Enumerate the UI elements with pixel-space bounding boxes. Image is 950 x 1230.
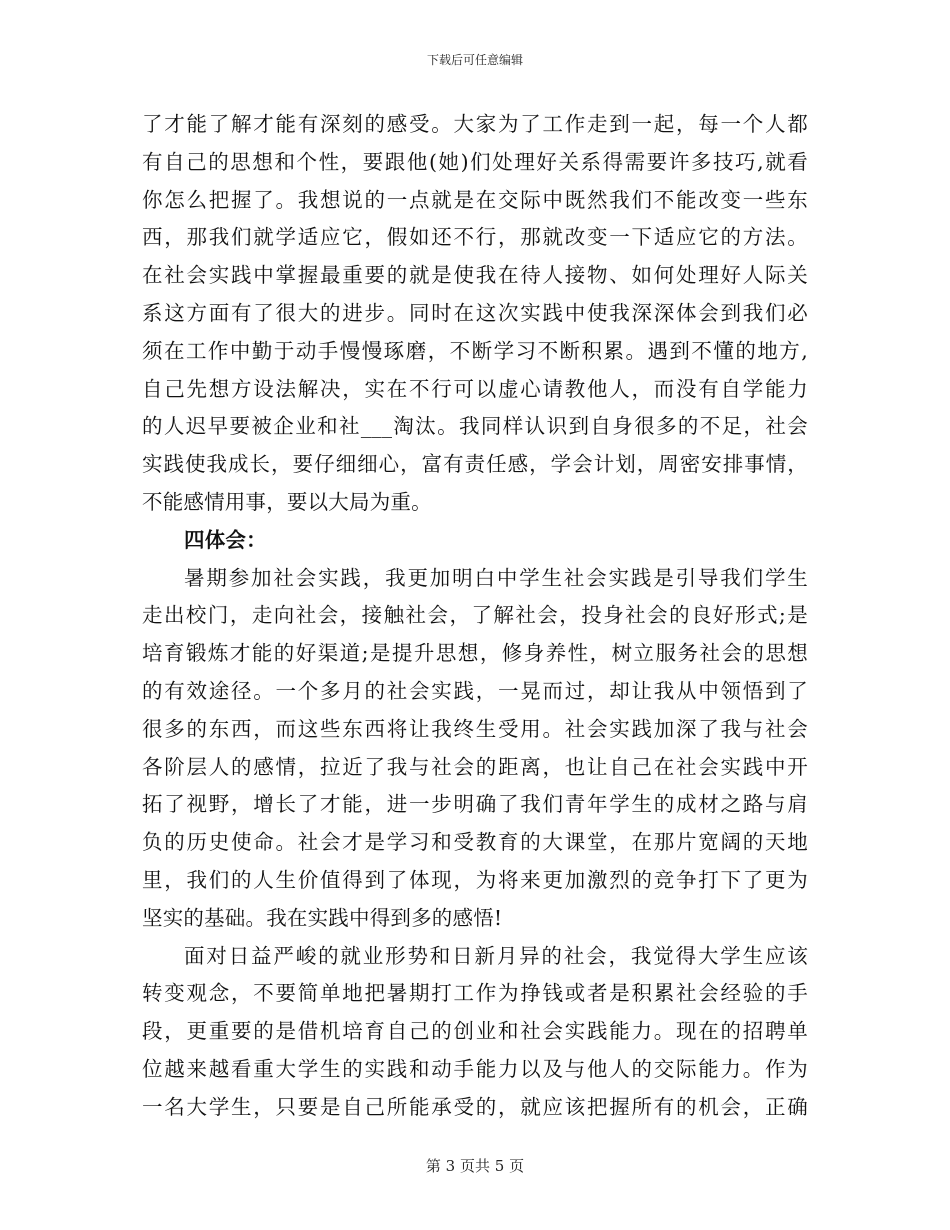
text-line: 里，我们的人生价值得到了体现，为将来更加激烈的竞争打下了更为 [142, 867, 808, 892]
text-line: 有自己的思想和个性，要跟他(她)们处理好关系得需要许多技巧,就看 [142, 149, 808, 174]
text-line: 的有效途径。一个多月的社会实践，一晃而过，却让我从中领悟到了 [142, 678, 808, 703]
text-line: 一名大学生，只要是自己所能承受的，就应该把握所有的机会，正确 [142, 1094, 808, 1119]
document-body [142, 106, 808, 1127]
text-line: 的人迟早要被企业和社___淘汰。我同样认识到自身很多的不足，社会 [142, 414, 808, 439]
text-line: 位越来越看重大学生的实践和动手能力以及与他人的交际能力。作为 [142, 1056, 808, 1081]
text-line: 很多的东西，而这些东西将让我终生受用。社会实践加深了我与社会 [142, 716, 808, 741]
text-line: 拓了视野，增长了才能，进一步明确了我们青年学生的成材之路与肩 [142, 792, 808, 817]
text-line: 各阶层人的感情，拉近了我与社会的距离，也让自己在社会实践中开 [142, 754, 808, 779]
text-line: 你怎么把握了。我想说的一点就是在交际中既然我们不能改变一些东 [142, 187, 808, 212]
text-line: 不能感情用事，要以大局为重。 [142, 489, 432, 514]
text-line: 了才能了解才能有深刻的感受。大家为了工作走到一起，每一个人都 [142, 112, 808, 136]
text-line: 转变观念，不要简单地把暑期打工作为挣钱或者是积累社会经验的手 [142, 981, 808, 1006]
text-line: 西，那我们就学适应它，假如还不行，那就改变一下适应它的方法。 [142, 225, 808, 250]
text-line: 段，更重要的是借机培育自己的创业和社会实践能力。现在的招聘单 [142, 1019, 808, 1044]
text-line: 负的历史使命。社会才是学习和受教育的大课堂，在那片宽阔的天地 [142, 830, 808, 855]
text-line: 须在工作中勤于动手慢慢琢磨，不断学习不断积累。遇到不懂的地方, [142, 338, 808, 363]
text-line: 坚实的基础。我在实践中得到多的感悟! [142, 905, 503, 930]
text-line: 暑期参加社会实践，我更加明白中学生社会实践是引导我们学生 [184, 565, 808, 590]
text-line: 走出校门，走向社会，接触社会，了解社会，投身社会的良好形式;是 [142, 603, 808, 628]
text-line: 在社会实践中掌握最重要的就是使我在待人接物、如何处理好人际关 [142, 263, 808, 288]
page-header: 下载后可任意编辑 [426, 53, 523, 67]
text-line: 培育锻炼才能的好渠道;是提升思想，修身养性，树立服务社会的思想 [142, 641, 808, 666]
page-footer: 第 3 页共 5 页 [425, 1157, 525, 1175]
section-heading: 四体会： [184, 527, 267, 552]
text-line: 实践使我成长，要仔细细心，富有责任感，学会计划，周密安排事情， [142, 452, 808, 477]
text-line: 自己先想方设法解决，实在不行可以虚心请教他人，而没有自学能力 [142, 376, 808, 401]
text-line: 面对日益严峻的就业形势和日新月异的社会，我觉得大学生应该 [184, 943, 808, 968]
text-line: 系这方面有了很大的进步。同时在这次实践中使我深深体会到我们必 [142, 300, 808, 325]
